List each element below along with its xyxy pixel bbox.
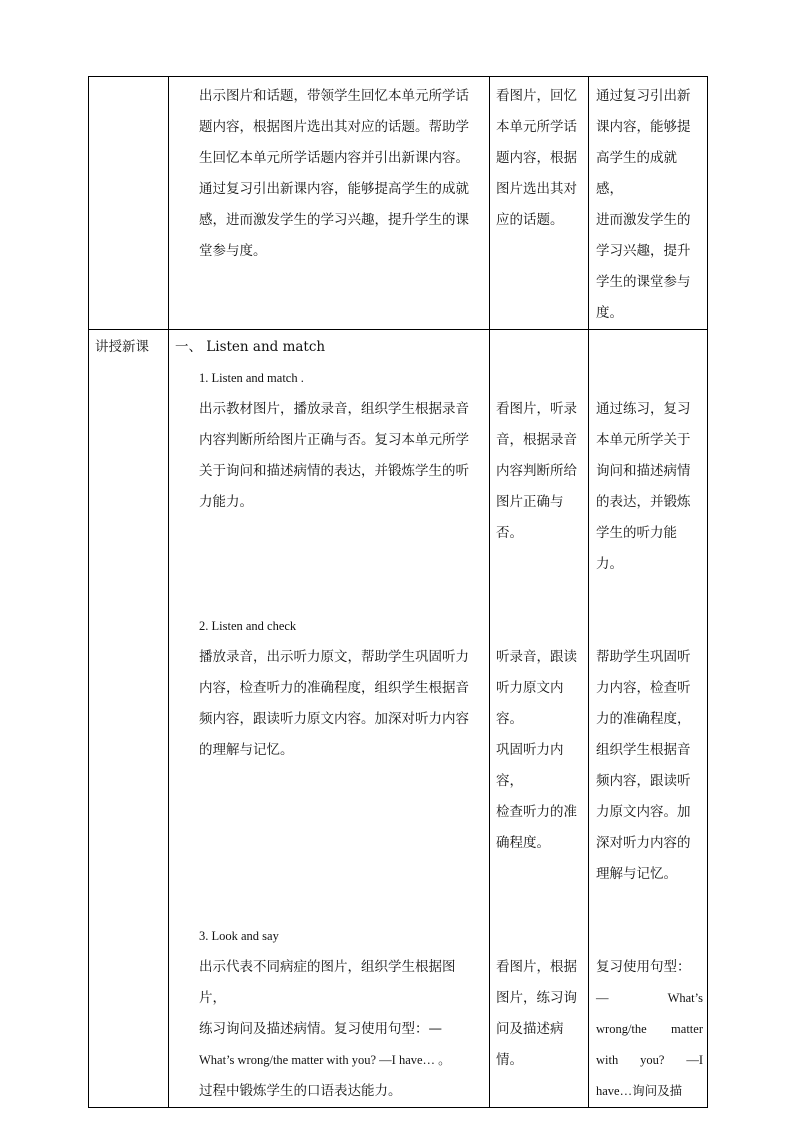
- text-line: 本单元所学关于: [596, 432, 691, 448]
- text-line: 帮助学生巩固听: [596, 649, 691, 665]
- stage-label: 讲授新课: [95, 339, 149, 355]
- text-line: 关于询问和描述病情的表达，并锻炼学生的听: [199, 463, 469, 479]
- text-line: 本单元所学话: [496, 119, 577, 135]
- text-line: 学生的课堂参与: [596, 274, 691, 290]
- text-line: have…询问及描: [596, 1084, 683, 1098]
- text-line: wrong/the matter: [596, 1022, 703, 1036]
- table-row: [89, 77, 708, 330]
- text-line: 看图片，回忆: [496, 88, 577, 104]
- text-line: 频内容，跟读听: [596, 773, 691, 789]
- text-line: 进而激发学生的: [596, 212, 691, 228]
- text-line: 过程中锻炼学生的口语表达能力。: [199, 1083, 402, 1099]
- text-line: 内容，检查听力的准确程度，组织学生根据音: [199, 680, 469, 696]
- text-line: 度。: [596, 305, 623, 321]
- text-line: 力能力。: [199, 494, 253, 510]
- text-line: 练习询问及描述病情。复习使用句型：—: [199, 1021, 442, 1037]
- text-line: 出示代表不同病症的图片，组织学生根据图片，: [199, 959, 456, 1006]
- text-line: 内容判断所给: [496, 463, 577, 479]
- text-line: 应的话题。: [496, 212, 564, 228]
- lesson-plan-table: [88, 76, 708, 1108]
- item-heading: 2. Listen and check: [199, 619, 297, 633]
- student-activity-cell: [490, 77, 589, 330]
- text-line: 听录音，跟读: [496, 649, 577, 665]
- text-line: 看图片，根据: [496, 959, 577, 975]
- text-line: with you? —I: [596, 1053, 703, 1067]
- text-line: What’s wrong/the matter with you? —I have… 。: [199, 1053, 451, 1067]
- text-line: 通过练习，复习: [596, 401, 691, 417]
- design-purpose-cell: [589, 77, 708, 330]
- text-line: 力的准确程度，: [596, 711, 691, 727]
- text-line: 题内容，根据: [496, 150, 577, 166]
- section-heading: 一、 Listen and match: [175, 339, 326, 355]
- text-line: 检查听力的准: [496, 804, 577, 820]
- text-line: 的表达，并锻炼: [596, 494, 691, 510]
- text-line: 组织学生根据音: [596, 742, 691, 758]
- design-purpose-cell: [589, 330, 708, 1108]
- text-line: 学生的听力能力。: [596, 525, 677, 572]
- item-heading: 1. Listen and match .: [199, 371, 304, 385]
- text-line: 感，进而激发学生的学习兴趣，提升学生的课: [199, 212, 469, 228]
- text-line: 图片选出其对: [496, 181, 577, 197]
- stage-cell: [89, 77, 169, 330]
- text-line: 播放录音，出示听力原文，帮助学生巩固听力: [199, 649, 469, 665]
- text-line: 频内容，跟读听力原文内容。加深对听力内容: [199, 711, 469, 727]
- text-line: 力原文内容。加: [596, 804, 691, 820]
- teacher-activity-cell: [169, 330, 490, 1108]
- stage-cell: [89, 330, 169, 1108]
- text-line: 音，根据录音: [496, 432, 577, 448]
- text-line: 的理解与记忆。: [199, 742, 294, 758]
- text-line: 巩固听力内容，: [496, 742, 564, 789]
- text-line: 看图片，听录: [496, 401, 577, 417]
- table-row: [89, 330, 708, 1108]
- text-line: 通过复习引出新课内容，能够提高学生的成就: [199, 181, 469, 197]
- text-line: 堂参与度。: [199, 243, 267, 259]
- text-line: 生回忆本单元所学话题内容并引出新课内容。: [199, 150, 469, 166]
- text-line: 深对听力内容的: [596, 835, 691, 851]
- item-heading: 3. Look and say: [199, 929, 279, 943]
- text-line: 学习兴趣，提升: [596, 243, 691, 259]
- text-line: 内容判断所给图片正确与否。复习本单元所学: [199, 432, 469, 448]
- text-line: 图片，练习询: [496, 990, 577, 1006]
- text-line: 复习使用句型：: [596, 959, 691, 975]
- text-line: 图片正确与否。: [496, 494, 564, 541]
- student-activity-cell: [490, 330, 589, 1108]
- text-line: 确程度。: [496, 835, 550, 851]
- teacher-activity-cell: [169, 77, 490, 330]
- text-line: 问及描述病情。: [496, 1021, 564, 1068]
- text-line: 听力原文内容。: [496, 680, 564, 727]
- text-line: 题内容，根据图片选出其对应的话题。帮助学: [199, 119, 469, 135]
- text-line: 出示教材图片，播放录音，组织学生根据录音: [199, 401, 469, 417]
- text-line: 询问和描述病情: [596, 463, 691, 479]
- text-line: 高学生的成就感，: [596, 150, 677, 197]
- text-line: 理解与记忆。: [596, 866, 677, 882]
- text-line: 通过复习引出新: [596, 88, 691, 104]
- text-line: 出示图片和话题，带领学生回忆本单元所学话: [199, 88, 469, 104]
- text-line: 课内容，能够提: [596, 119, 691, 135]
- text-line: — What’s: [596, 991, 703, 1005]
- text-line: 力内容，检查听: [596, 680, 691, 696]
